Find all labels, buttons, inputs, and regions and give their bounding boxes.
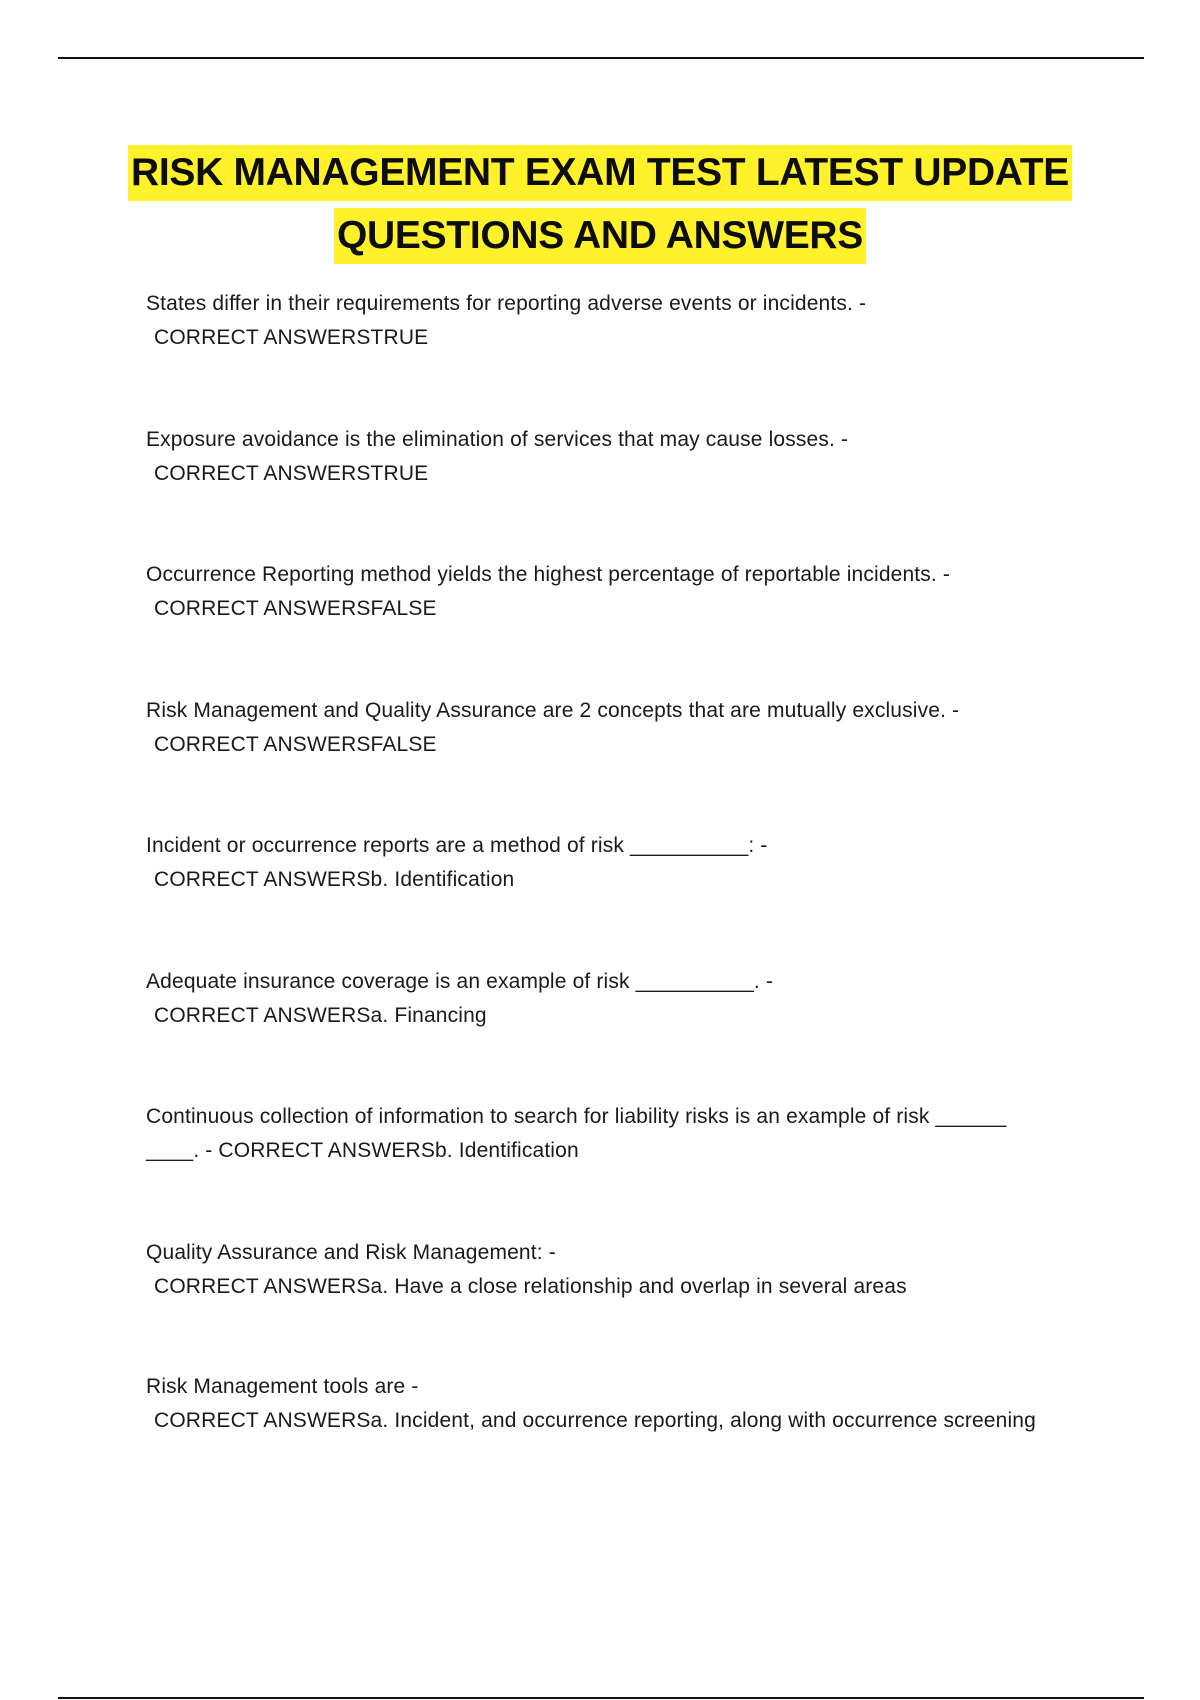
question-text: Incident or occurrence reports are a method of risk __________: - xyxy=(146,834,768,857)
question-text: Risk Management tools are - xyxy=(146,1374,419,1398)
title-line-1: RISK MANAGEMENT EXAM TEST LATEST UPDATE xyxy=(128,145,1072,201)
answer-text: CORRECT ANSWERSTRUE xyxy=(154,326,429,349)
qa-item xyxy=(146,1100,1091,1236)
answer-text: CORRECT ANSWERSa. Have a close relationship and overlap in several areas xyxy=(154,1274,907,1298)
answer-text: ____. - CORRECT ANSWERSb. Identification xyxy=(146,1139,579,1162)
qa-item xyxy=(146,287,1091,423)
qa-item xyxy=(146,829,1091,965)
qa-item xyxy=(146,1236,1091,1370)
answer-text: CORRECT ANSWERSFALSE xyxy=(154,732,437,756)
question-text: Adequate insurance coverage is an example of risk __________. - xyxy=(146,969,774,993)
question-text: Exposure avoidance is the elimination of services that may cause losses. - xyxy=(146,427,849,451)
answer-text: CORRECT ANSWERSb. Identification xyxy=(154,868,515,891)
answer-text: CORRECT ANSWERSa. Incident, and occurrence reporting, along with occurrence screening xyxy=(154,1408,1036,1432)
question-text: Occurrence Reporting method yields the highest percentage of reportable incidents. - xyxy=(146,563,951,586)
qa-item xyxy=(146,558,1091,694)
question-text: Continuous collection of information to search for liability risks is an example of risk ______ xyxy=(146,1105,1007,1128)
qa-list xyxy=(146,287,1091,1505)
answer-text: CORRECT ANSWERSa. Financing xyxy=(154,1003,487,1027)
title-line-2: QUESTIONS AND ANSWERS xyxy=(334,208,866,264)
answer-text: CORRECT ANSWERSFALSE xyxy=(154,597,437,620)
question-text: States differ in their requirements for reporting adverse events or incidents. - xyxy=(146,292,867,315)
answer-text: CORRECT ANSWERSTRUE xyxy=(154,461,429,485)
top-rule xyxy=(58,57,1144,59)
document-title xyxy=(0,145,1200,271)
qa-item xyxy=(146,694,1091,830)
qa-item xyxy=(146,965,1091,1101)
qa-item xyxy=(146,1370,1091,1506)
question-text: Risk Management and Quality Assurance are 2 concepts that are mutually exclusive. - xyxy=(146,698,960,722)
bottom-rule xyxy=(58,1697,1144,1699)
qa-item xyxy=(146,423,1091,559)
question-text: Quality Assurance and Risk Management: - xyxy=(146,1240,556,1264)
